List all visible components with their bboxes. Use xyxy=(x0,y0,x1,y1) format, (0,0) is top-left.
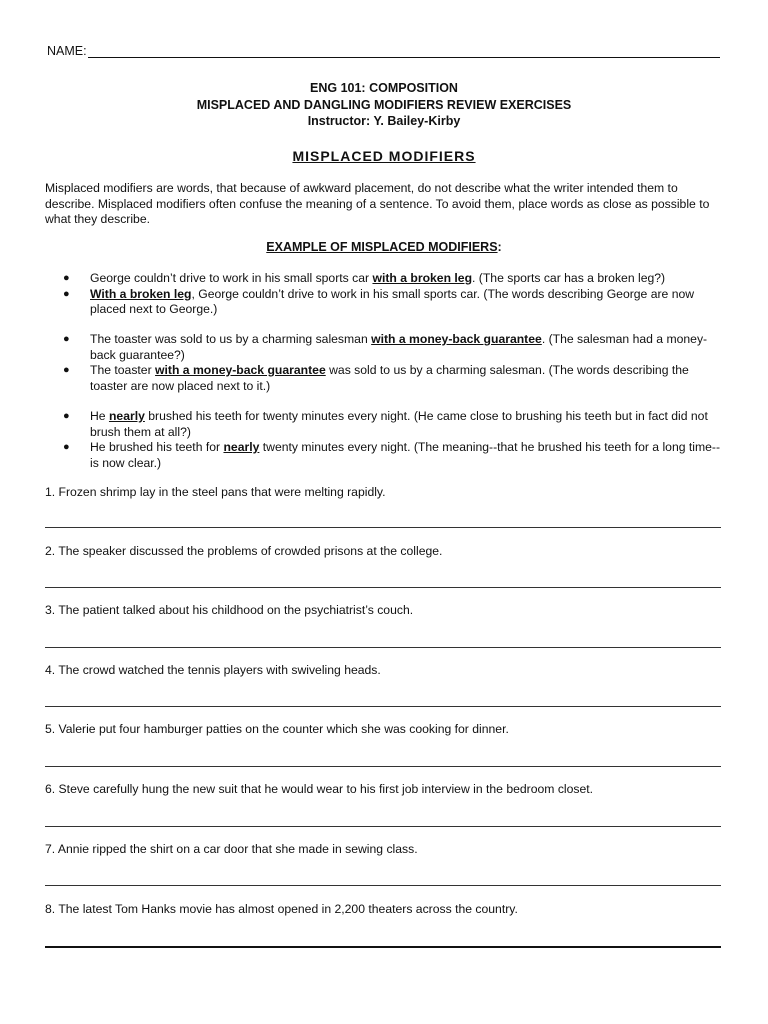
question-2: 2. The speaker discussed the problems of crowded prisons at the college. xyxy=(45,544,443,558)
example-heading xyxy=(0,240,768,254)
course-title: ENG 101: COMPOSITION xyxy=(310,81,458,95)
bullet-icon: ● xyxy=(63,287,70,300)
name-label: NAME: xyxy=(47,44,87,58)
example-group-2 xyxy=(63,332,723,394)
answer-line-8[interactable] xyxy=(45,946,721,948)
question-5: 5. Valerie put four hamburger patties on the counter which she was cooking for dinner. xyxy=(45,722,509,736)
bullet-icon: ● xyxy=(63,364,70,376)
example-text: The toaster xyxy=(90,363,156,377)
question-8: 8. The latest Tom Hanks movie has almost opened in 2,200 theaters across the country. xyxy=(45,902,518,916)
highlighted-modifier: nearly xyxy=(108,409,145,423)
section-heading-text: MISPLACED MODIFIERS xyxy=(292,148,476,164)
worksheet-title: MISPLACED AND DANGLING MODIFIERS REVIEW EXERCISES xyxy=(196,97,572,112)
list-item xyxy=(63,332,723,363)
list-item xyxy=(63,287,723,318)
section-heading xyxy=(0,148,768,164)
highlighted-modifier: With a broken leg xyxy=(90,286,192,301)
example-text: George couldn’t drive to work in his small sports car xyxy=(90,271,373,285)
bullet-icon: ● xyxy=(63,410,70,422)
question-4: 4. The crowd watched the tennis players with swiveling heads. xyxy=(45,663,381,677)
document-header xyxy=(0,80,768,130)
bullet-icon: ● xyxy=(63,441,70,453)
answer-line-3[interactable] xyxy=(45,647,721,648)
list-item xyxy=(63,271,723,287)
instructor-name: Instructor: Y. Bailey-Kirby xyxy=(307,114,461,128)
example-text: brushed his teeth for twenty minutes every night. (He came close to brushing his teeth but in fact did not brush them at all?) xyxy=(90,409,708,439)
question-6: 6. Steve carefully hung the new suit that he would wear to his first job interview in the bedroom closet. xyxy=(45,782,594,796)
example-text: . (The sports car has a broken leg?) xyxy=(472,271,666,285)
example-heading-text: EXAMPLE OF MISPLACED MODIFIERS xyxy=(266,240,498,254)
example-group-1 xyxy=(63,271,723,318)
list-item xyxy=(63,409,723,440)
question-1: 1. Frozen shrimp lay in the steel pans that were melting rapidly. xyxy=(45,485,386,499)
intro-paragraph: Misplaced modifiers are words, that because of awkward placement, do not describe what the writer intended them to describe. Misplaced modifiers often confuse the meaning of a sentence. To avoid them, place words as close as possible to what they describe. xyxy=(45,181,710,226)
list-item xyxy=(63,440,723,471)
bullet-icon: ● xyxy=(63,333,70,345)
example-text: was sold to us by a charming salesman. (The words describing the toaster are now placed next to it.) xyxy=(90,363,689,393)
name-blank-line[interactable] xyxy=(88,45,720,58)
highlighted-modifier: with a broken leg xyxy=(372,271,473,285)
highlighted-modifier: with a money-back guarantee xyxy=(371,332,542,346)
question-7: 7. Annie ripped the shirt on a car door that she made in sewing class. xyxy=(45,842,418,856)
example-text: He brushed his teeth for xyxy=(90,440,224,454)
bullet-icon: ● xyxy=(63,272,70,284)
answer-line-6[interactable] xyxy=(45,826,721,827)
example-text: twenty minutes every night. (The meaning--that he brushed his teeth for a long time--is now clear.) xyxy=(90,440,721,470)
question-3: 3. The patient talked about his childhood on the psychiatrist’s couch. xyxy=(45,603,414,617)
answer-line-5[interactable] xyxy=(45,766,721,767)
example-text: , George couldn’t drive to work in his small sports car. (The words describing George are now placed next to George.) xyxy=(90,286,695,316)
example-heading-colon: : xyxy=(497,240,502,254)
highlighted-modifier: with a money-back guarantee xyxy=(155,363,326,377)
list-item xyxy=(63,363,723,394)
answer-line-7[interactable] xyxy=(45,885,721,886)
answer-line-4[interactable] xyxy=(45,706,721,707)
example-group-3 xyxy=(63,409,723,471)
example-text: He xyxy=(90,409,109,423)
name-field[interactable] xyxy=(47,44,720,58)
answer-line-2[interactable] xyxy=(45,587,721,588)
answer-line-1[interactable] xyxy=(45,527,721,528)
example-text: . (The salesman had a money-back guarantee?) xyxy=(90,332,708,362)
highlighted-modifier: nearly xyxy=(223,440,260,454)
example-text: The toaster was sold to us by a charming salesman xyxy=(90,332,372,346)
